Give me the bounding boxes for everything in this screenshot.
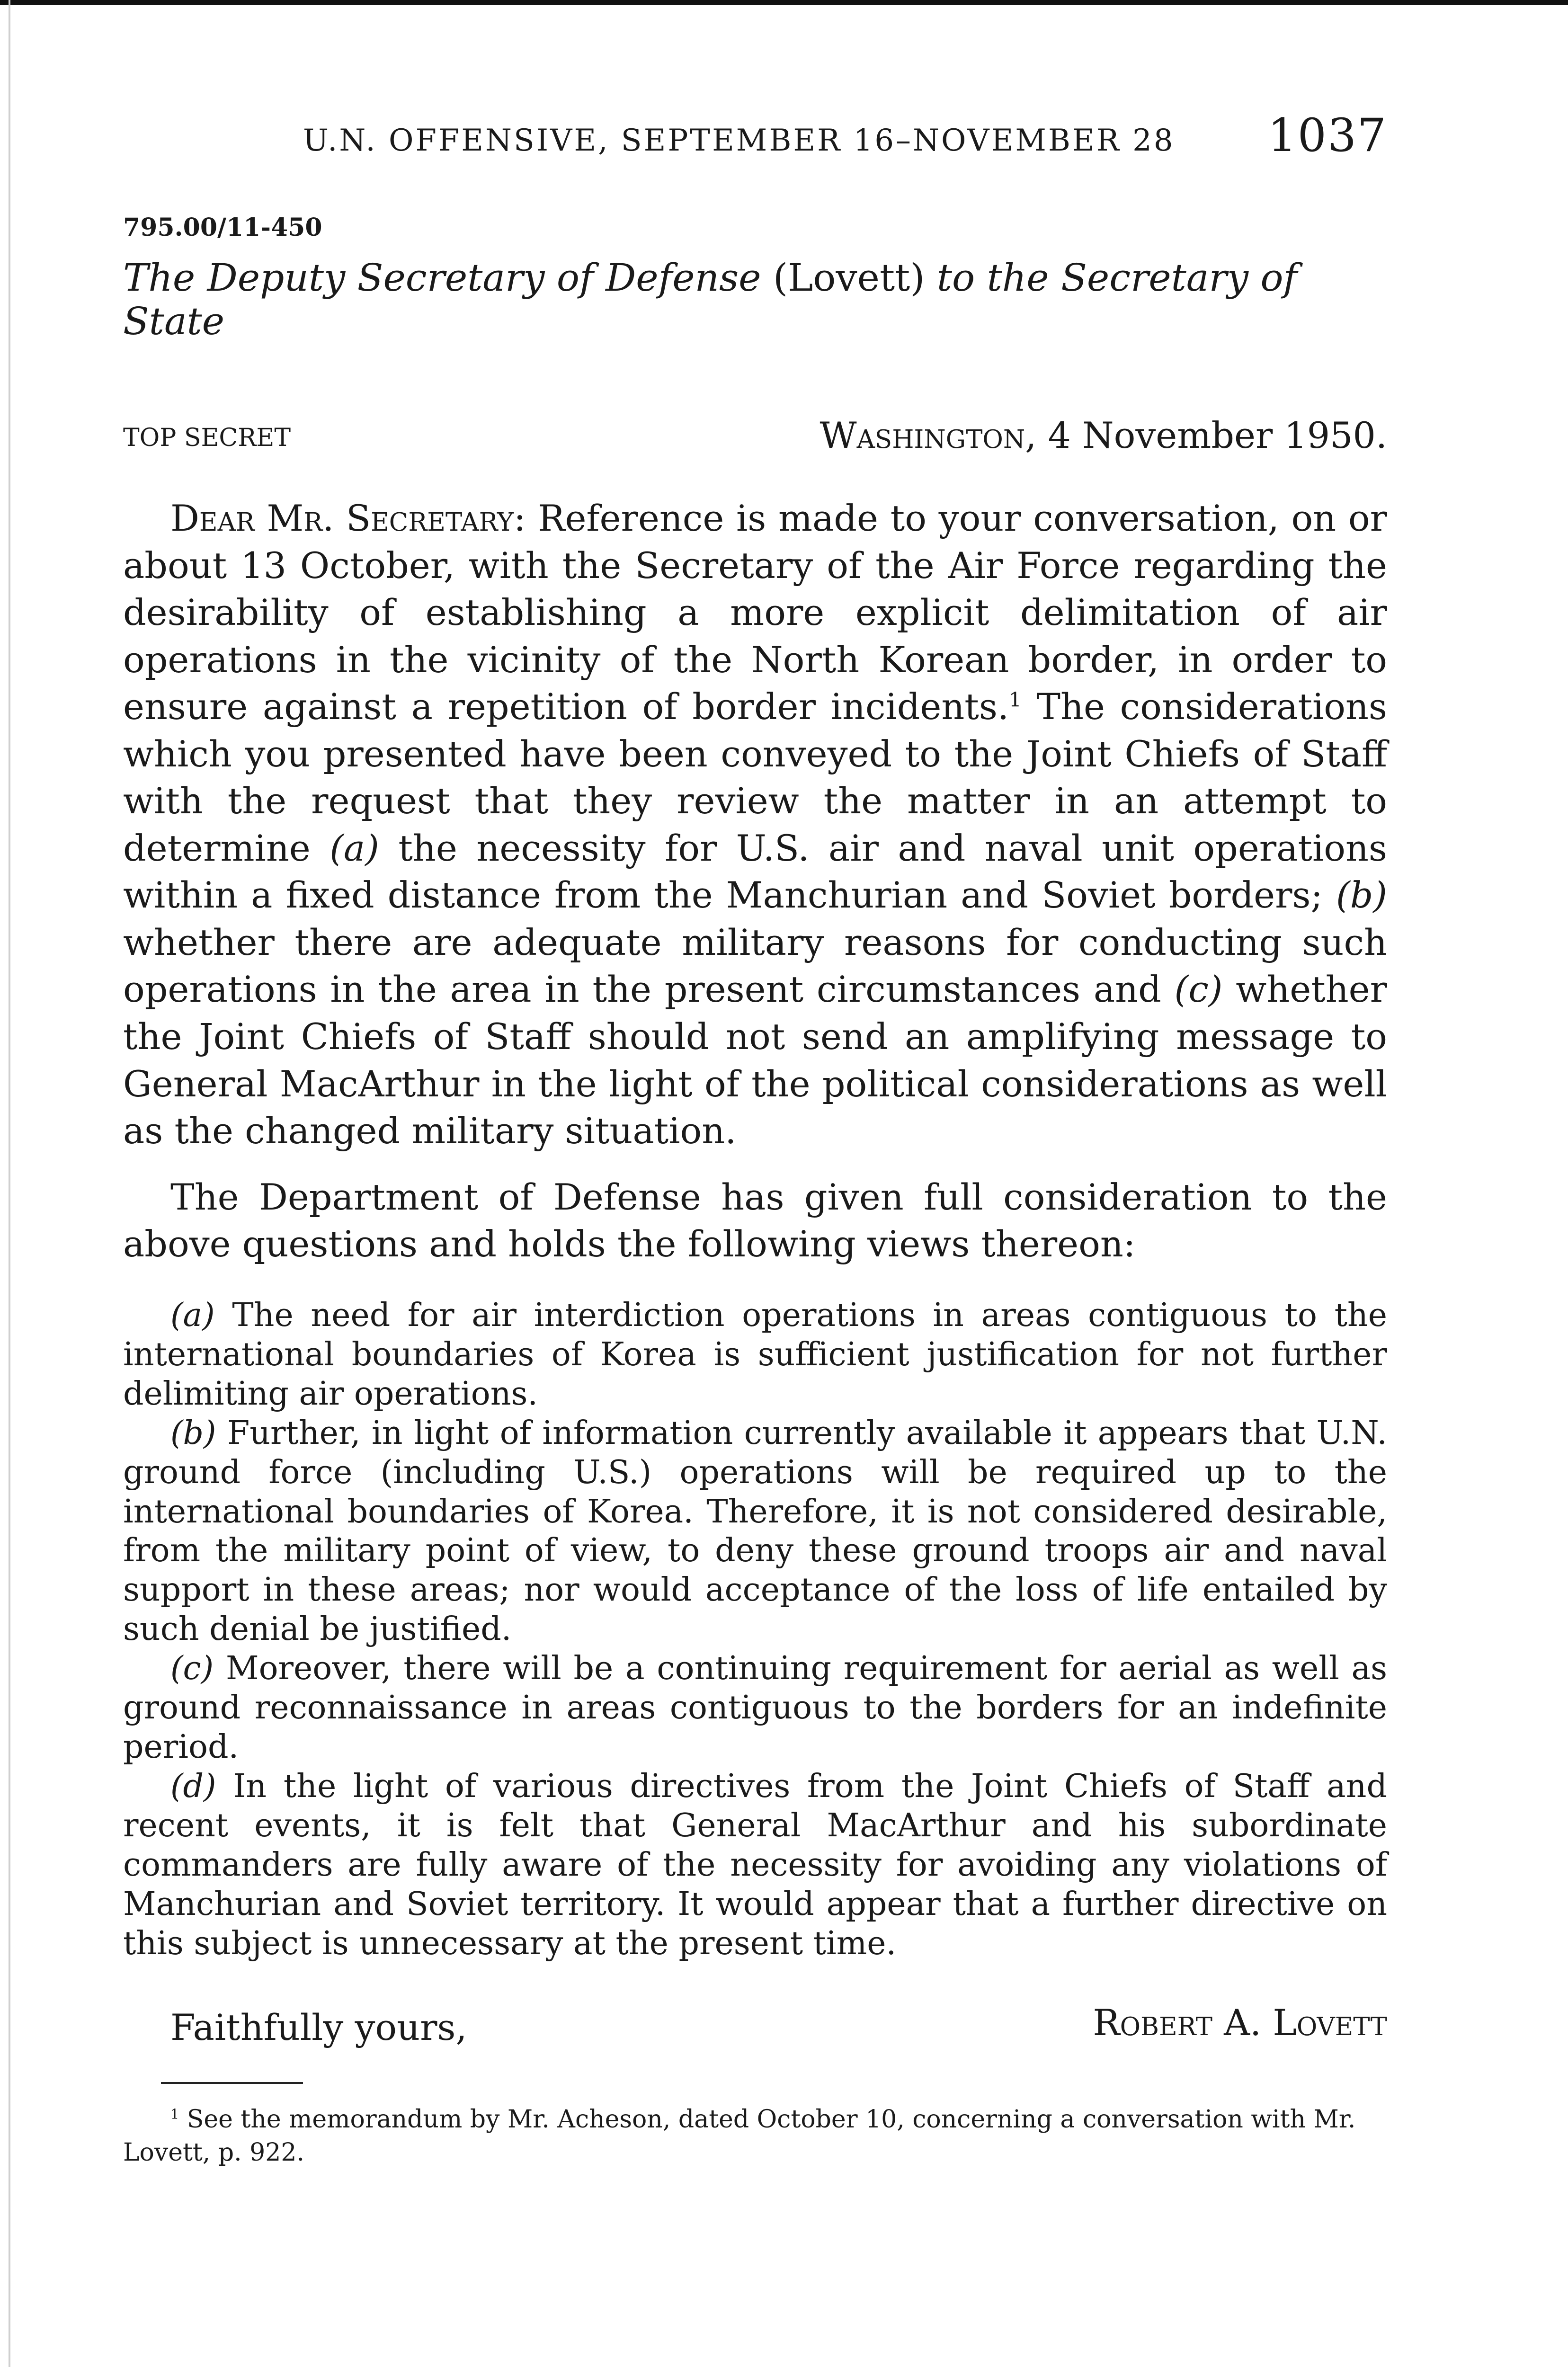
view-text: The need for air interdiction operations in areas contiguous to the international boundaries of Korea is sufficient justification for not further delimiting air operations. [123,1296,1387,1413]
classification-and-date [123,414,1387,457]
running-header [123,109,1387,161]
view-label: (b) [170,1414,216,1452]
title-suffix: to the Secretary of State [123,256,1298,343]
running-title: U.N. OFFENSIVE, SEPTEMBER 16–NOVEMBER 28 [303,123,1175,158]
views-list [123,1296,1387,1964]
paragraph-2: The Department of Defense has given full consideration to the above questions and holds the following views thereon: [123,1175,1387,1265]
view-text: Further, in light of information currently available it appears that U.N. ground force (including U.S.) operations will be required up to the international boundaries of Korea. Therefore, it is not considered desirable, from the military point of view, to deny these ground troops air and naval support in these areas; nor would acceptance of the loss of life entailed by such denial be justified. [123,1414,1387,1648]
view-text: In the light of various directives from the Joint Chiefs of Staff and recent events, it is felt that General MacArthur and his subordinate commanders are fully aware of the necessity for avoiding any violations of Manchurian and Soviet territory. It would appear that a further directive on this subject is unnecessary at the present time. [123,1768,1387,1962]
title-prefix: The Deputy Secretary of Defense [123,256,761,300]
label-b: (b) [1336,874,1387,917]
footnote-text: See the memorandum by Mr. Acheson, dated October 10, concerning a conversation with Mr. Lovett, p. 922. [123,2105,1356,2167]
date: , 4 November 1950. [1025,414,1387,456]
valediction: Faithfully yours, [170,2006,467,2048]
view-label: (d) [170,1768,216,1806]
document-title [123,256,1387,343]
view-item [123,1414,1387,1650]
footnote [123,2103,1387,2169]
paragraph-1 [123,495,1387,1155]
para1-text-a: : Reference is made to your conversation, on or about 13 October, with the Secretary of the Air Force regarding the desirability of establishing a more explicit delimitation of air operations in the vicinity of the North Korean border, in order to ensure against a repetition of border incidents. [123,497,1387,728]
view-label: (a) [170,1296,215,1334]
letter-body [123,495,1387,1268]
para1-text-e: whether the Joint Chiefs of Staff should not send an amplifying message to General MacArthur in the light of the political considerations as well as the changed military situation. [123,968,1387,1152]
view-item [123,1296,1387,1414]
para1-text-b: The considerations which you presented have been conveyed to the Joint Chiefs of Staff with the request that they review the matter in an attempt to determine [123,685,1387,869]
page-edge-line [9,0,10,2367]
title-name: (Lovett) [773,256,925,300]
page-number: 1037 [1267,109,1387,162]
footnote-reference: 1 [1009,688,1022,712]
document-page [123,109,1387,2169]
footnote-divider [161,2082,303,2084]
para1-text-c: the necessity for U.S. air and naval unit operations within a fixed distance from the Manchurian and Soviet borders; [123,827,1387,917]
salutation: Dear Mr. Secretary [170,497,514,539]
footnote-marker: 1 [170,2106,179,2122]
label-a: (a) [330,827,379,869]
view-item [123,1649,1387,1767]
view-label: (c) [170,1650,214,1688]
place: Washington [820,414,1025,456]
classification-label: TOP SECRET [123,424,291,452]
document-file-number: 795.00/11-450 [123,213,322,242]
label-c: (c) [1174,968,1223,1011]
para1-text-d: whether there are adequate military reasons for conducting such operations in the area in the present circumstances and [123,921,1387,1011]
letter-closing [123,2002,1387,2054]
place-date [820,414,1388,456]
view-item [123,1767,1387,1964]
top-border-rule [0,0,1568,5]
signature: Robert A. Lovett [1093,2001,1387,2044]
view-text: Moreover, there will be a continuing requirement for aerial as well as ground reconnaissance in areas contiguous to the borders for an indefinite period. [123,1650,1387,1766]
